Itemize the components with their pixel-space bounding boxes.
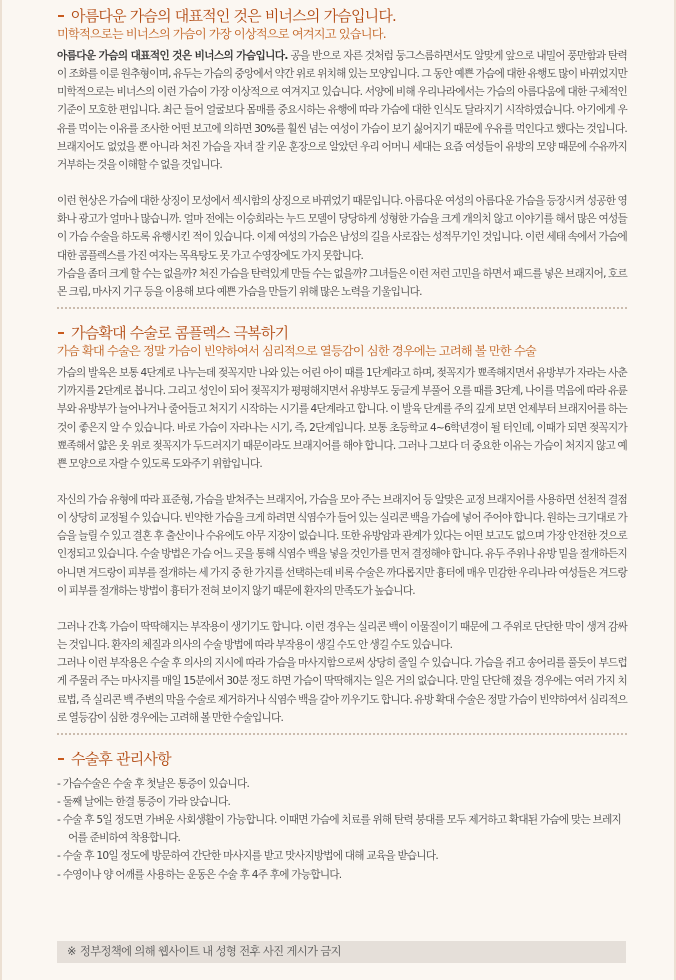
lead-text: 아름다운 가슴의 대표적인 것은 비너스의 가슴입니다. <box>57 50 288 62</box>
section-title: 수술후 관리사항 <box>71 749 171 768</box>
section-heading <box>57 749 627 769</box>
aftercare-list <box>57 775 627 884</box>
paragraph-text: 공을 반으로 자른 것처럼 둥그스름하면서도 알맞게 앞으로 내밀어 풍만함과 탄력이 조화를 이룬 원추형이며, 유두는 가슴의 중앙에서 약간 위로 위치해 있는 모양입니다. 그 동안 예쁜 가슴에 대한 유행도 많이 바뀌었지만 미학적으로는 비너스의 이런 가슴이 가장 이상적으로 여겨지고 있습니다. 서양에 비해 우리나라에서는 가슴의 아름다움에 대한 구체적인 기준이 모호한 편입니다. 최근 들어 얼굴보다 몸매를 중요시하는 유행에 따라 가슴에 대한 인식도 달라지기 시작하였습니다. 아기에게 우유를 먹이는 이유를 조사한 어떤 보고에 의하면 30%를 훨씬 넘는 여성이 가슴이 보기 싫어지기 때문에 우유를 먹인다고 했다는 것입니다. 브래지어도 없었을 뿐 아니라 처진 가슴을 자녀 잘 키운 훈장으로 알았던 우리 어머니 세대는 요즘 여성들이 유방의 모양 때문에 수유까지 거부하는 것을 이해할 수 없을 것입니다. <box>57 50 627 171</box>
section-title: 아름다운 가슴의 대표적인 것은 비너스의 가슴입니다. <box>71 7 396 25</box>
paragraph: 그러나 간혹 가슴이 딱딱해지는 부작용이 생기기도 합니다. 이런 경우는 실리콘 백이 이물질이기 때문에 그 주위로 단단한 막이 생겨 감싸는 것입니다. 환자의 체질과 의사의 수술 방법에 따라 부작용이 생길 수도 안 생길 수도 있습니다. <box>57 620 627 652</box>
paragraph: 가슴의 발육은 보통 4단계로 나누는데 젖꼭지만 나와 있는 어린 아이 때를 1단계라고 하며, 젖꼭지가 뾰족해지면서 유방부가 자라는 사춘기까지를 2단계로 봅니다. 그리고 성인이 되어 젖꼭지가 평평해지면서 유방부도 둥글게 부풀어 오를 때를 3단계, 나이를 먹음에 따라 유륜부와 유방부가 늘어나거나 줄어들고 처지기 시작하는 시기를 4단계라고 합니다. 이 발육 단계를 주의 깊게 보면 언제부터 브래지어를 하는 것이 좋은지 알 수 있습니다. 바로 가슴이 자라나는 시기, 즉, 2단계입니다. 보통 초등학교 4~6학년경이 될 터인데, 이때가 되면 젖꼭지가 뾰족해서 얇은 옷 위로 젖꼭지가 두드러지기 때문이라도 브래지어를 해야 합니다. 그러나 그보다 더 중요한 이유는 가슴이 처지지 않고 예쁜 모양으로 자랄 수 있도록 도와주기 위함입니다. <box>57 367 627 470</box>
section-subtitle: 가슴 확대 수술은 정말 가슴이 빈약하여서 심리적으로 열등감이 심한 경우에는 고려해 볼 만한 수술 <box>57 344 536 359</box>
dotted-divider <box>57 733 627 735</box>
list-item: - 수영이나 양 어깨를 사용하는 운동은 수술 후 4주 후에 가능합니다. <box>57 868 342 881</box>
section-heading <box>57 323 627 343</box>
heading-dash-icon <box>58 758 64 760</box>
reference-mark-icon: ※ <box>67 945 76 958</box>
section-heading <box>57 6 627 26</box>
list-item: - 둘째 날에는 한결 통증이 가라 앉습니다. <box>57 796 231 808</box>
notice-text: 정부정책에 의해 웹사이트 내 성형 전후 사진 게시가 금지 <box>79 945 341 958</box>
section-subtitle: 미학적으로는 비너스의 가슴이 가장 이상적으로 여겨지고 있습니다. <box>57 27 386 41</box>
content-column <box>57 6 627 884</box>
list-item: - 가슴수술은 수술 후 첫날은 통증이 있습니다. <box>57 777 250 790</box>
list-item: - 수술 후 10일 정도에 방문하여 간단한 마사지를 받고 맛사지방법에 대해 교육을 받습니다. <box>57 850 439 863</box>
heading-dash-icon <box>58 15 64 17</box>
paragraph <box>57 47 627 174</box>
section-venus-breast <box>57 6 627 309</box>
list-item: - 수술 후 5일 정도면 가벼운 사회생활이 가능합니다. 이때면 가슴에 치료를 위해 탄력 붕대를 모두 제거하고 확대된 가슴에 맞는 브레지어를 준비하여 착용합니다. <box>57 814 622 845</box>
paragraph: 자신의 가슴 유형에 따라 표준형, 가슴을 받쳐주는 브래지어, 가슴을 모아 주는 브래지어 등 알맞은 교정 브래지어를 사용하면 선천적 결점이 상당히 교정될 수 있습니다. 빈약한 가슴을 크게 하려면 식염수가 들어 있는 실리콘 백을 가슴에 넣어 주어야 합니다. 원하는 크기대로 가슴을 늘릴 수 있고 결혼 후 출산이나 수유에도 아무 지장이 없습니다. 또한 유방암과 관계가 있다는 어떤 보고도 없으며 가장 안전한 것으로 인정되고 있습니다. 수술 방법은 가슴 어느 곳을 통해 식염수 백을 넣을 것인가를 먼저 결정해야 합니다. 유두 주위나 유방 밑을 절개하든지 아니면 겨드랑이 피부를 절개하는 세 가지 중 한 가지를 선택하는데 비록 수술은 까다롭지만 흉터에 매우 민감한 우리나라 여성들은 겨드랑이 피부를 절개하는 방법이 흉터가 전혀 보이지 않기 때문에 환자의 만족도가 높습니다. <box>57 493 627 597</box>
notice-bar <box>57 941 626 963</box>
paragraph: 그러나 이런 부작용은 수술 후 의사의 지시에 따라 가슴을 마사지함으로써 상당히 줄일 수 있습니다. 가슴을 쥐고 송어리를 풀듯이 부드럽게 주물러 주는 마사지를 매일 15분에서 30분 정도 하면 가슴이 딱딱해지는 일은 거의 없습니다. 만일 단단해 졌을 경우에는 여러 가지 치료법, 즉 실리콘 백 주변의 막을 수술로 제거하거나 식염수 백을 갈아 끼우기도 합니다. 유방 확대 수술은 정말 가슴이 빈약하여서 심리적으로 열등감이 심한 경우에는 고려해 볼 만한 수술입니다. <box>57 657 627 724</box>
paragraph: 이런 현상은 가슴에 대한 상징이 모성에서 섹시함의 상징으로 바뀌었기 때문입니다. 아름다운 여성의 아름다운 가슴을 등장시켜 성공한 영화나 광고가 얼마나 많습니까. 얼마 전에는 이승희라는 누드 모델이 당당하게 성형한 가슴을 크게 개의치 않고 이야기를 해서 많은 여성들이 가슴 수술을 하도록 유행시킨 적이 있습니다. 이제 여성의 가슴은 남성의 길을 사로잡는 성적무기인 것입니다. 이런 세태 속에서 가슴에 대한 콤플렉스를 가진 여자는 목욕탕도 못 가고 수영장에도 가지 못합니다. <box>57 195 627 262</box>
section-title: 가슴확대 수술로 콤플렉스 극복하기 <box>71 324 289 343</box>
paragraph: 가슴을 좀더 크게 할 수는 없을까? 처진 가슴을 탄력있게 만들 수는 없을까? 그녀들은 이런 저런 고민을 하면서 패드를 넣은 브래지어, 호르몬 크림, 마사지 기구 등을 이용해 보다 예쁜 가슴을 만들기 위해 많은 노력을 기울입니다. <box>57 267 627 298</box>
dotted-divider <box>57 307 627 309</box>
section-augmentation <box>57 323 627 735</box>
section-aftercare <box>57 749 627 884</box>
heading-dash-icon <box>58 332 64 334</box>
